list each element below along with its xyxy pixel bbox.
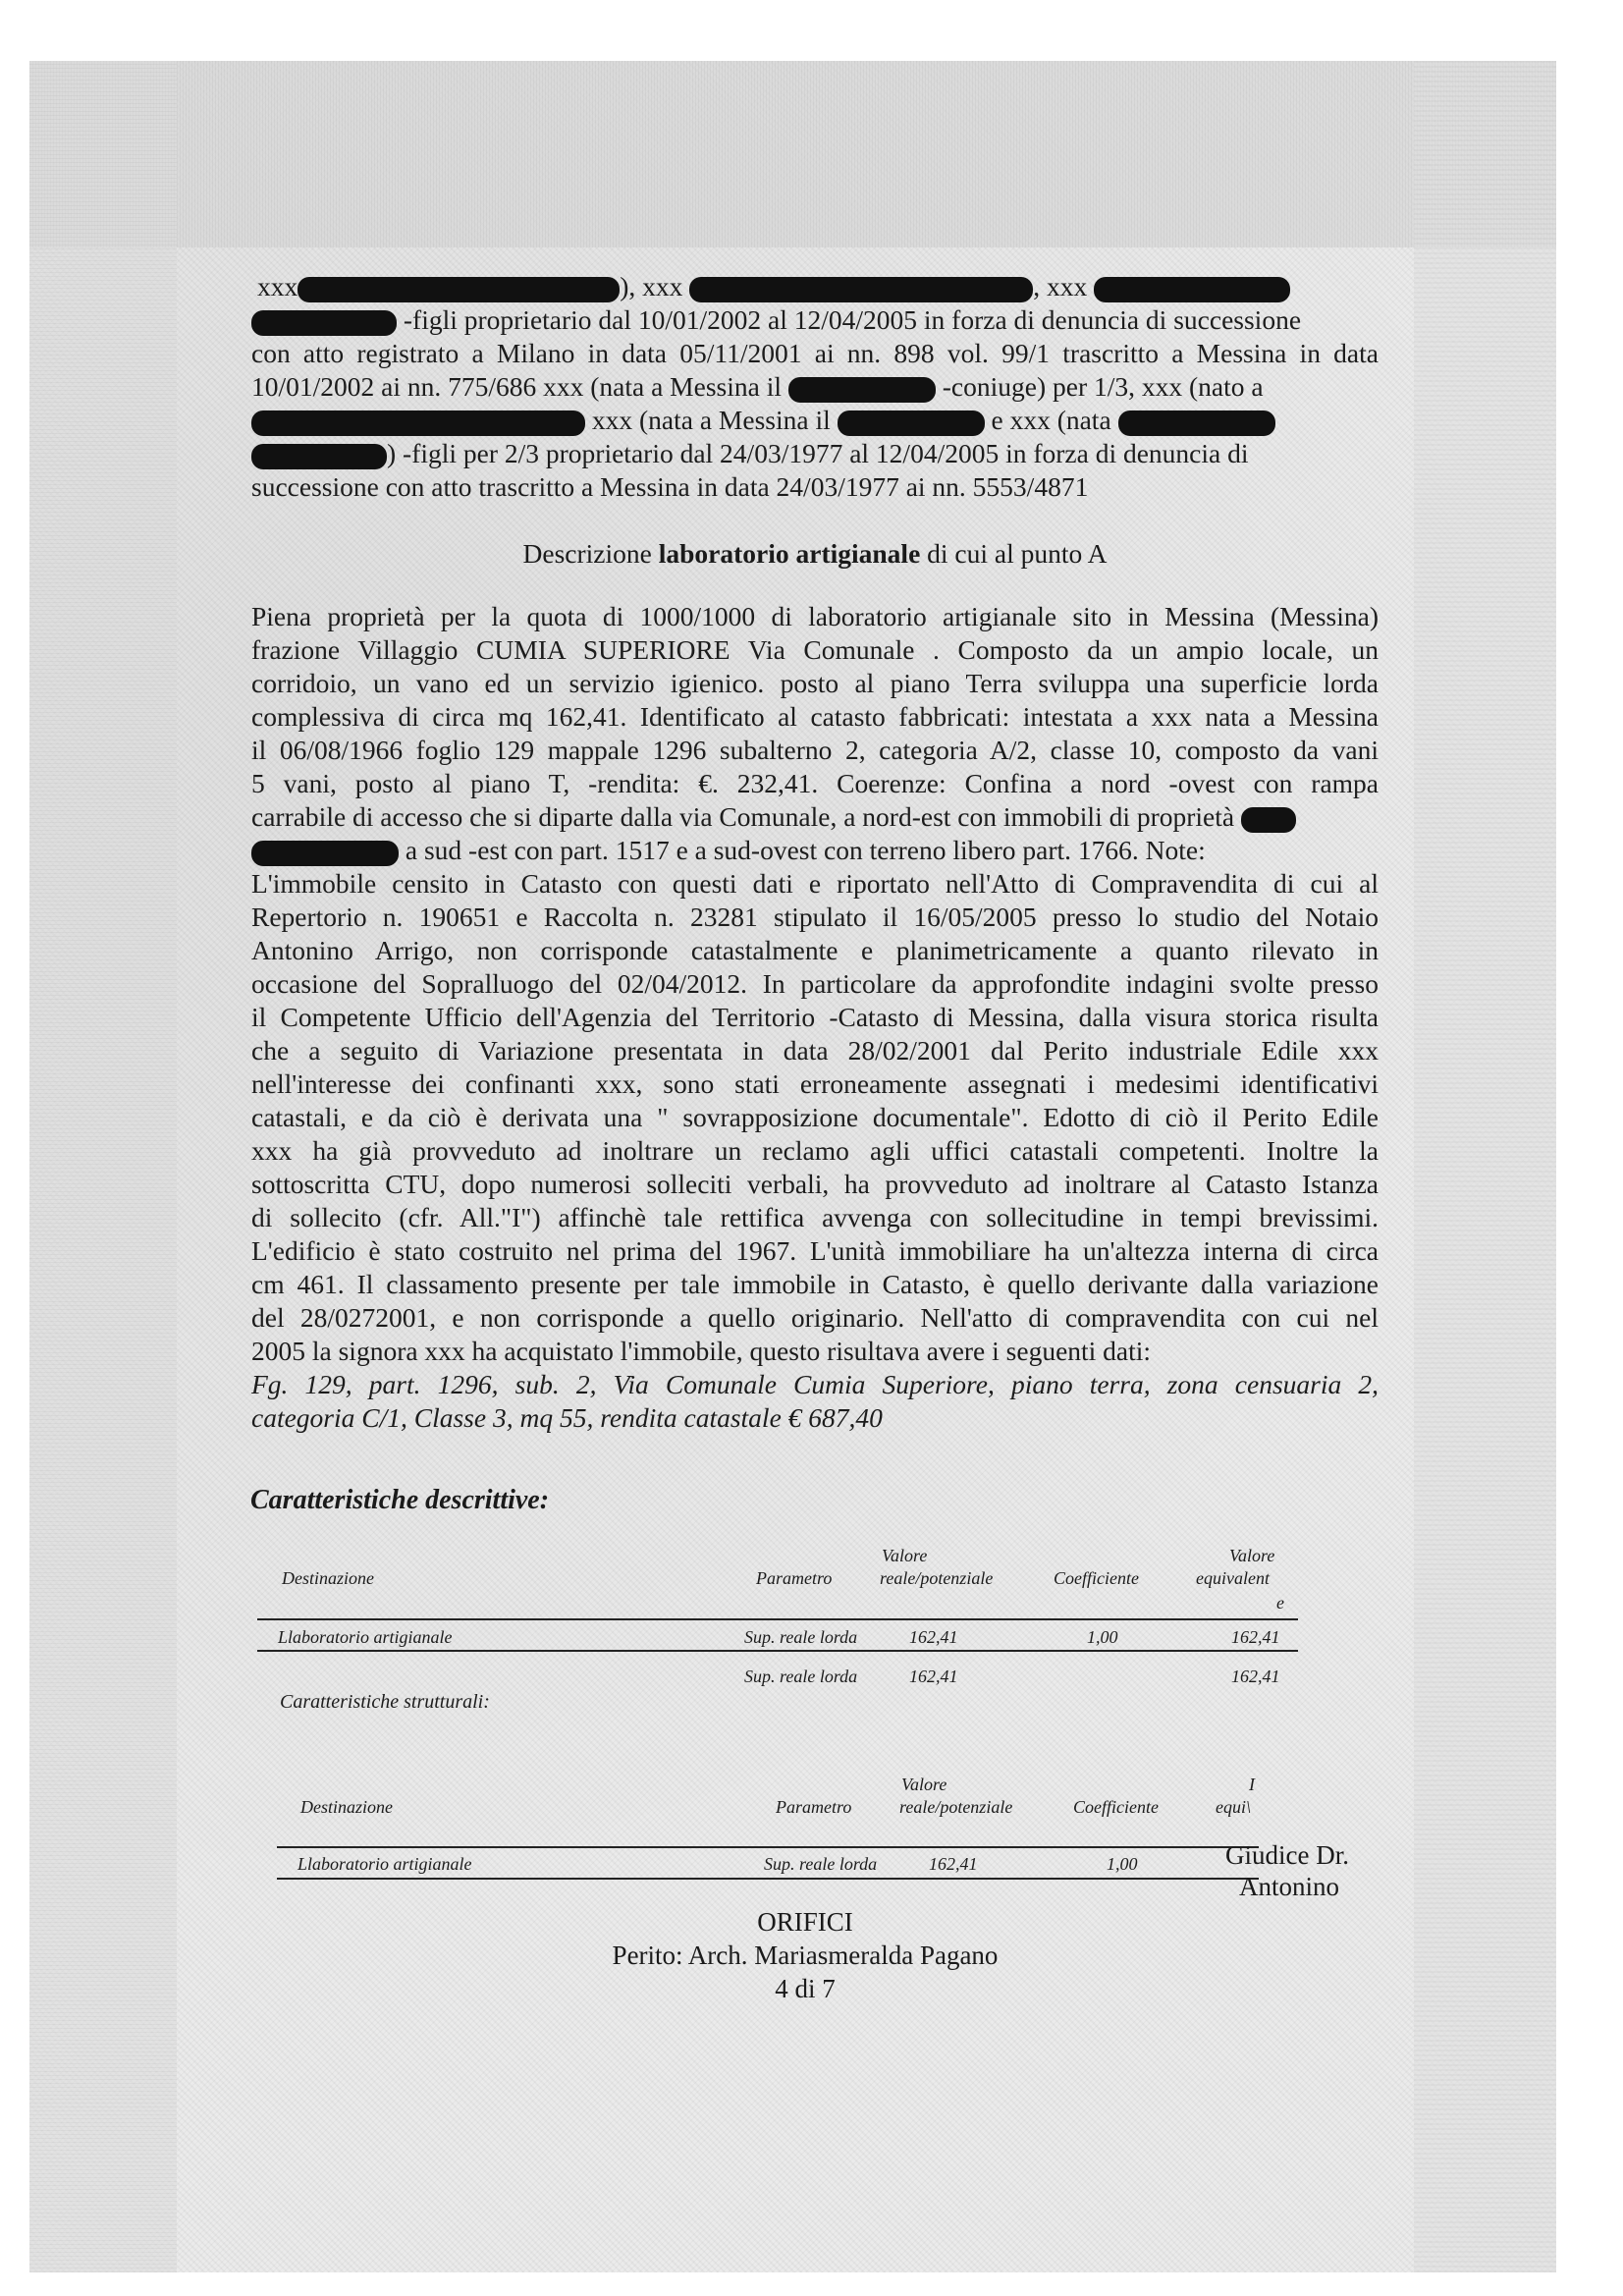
body-line: 5 vani, posto al piano T, -rendita: €. 232,41. Coerenze: Confina a nord -ovest con rampa (251, 768, 1379, 798)
body-line: sottoscritta CTU, dopo numerosi solleciti verbali, ha provveduto ad inoltrare al Catasto Istanza (251, 1169, 1379, 1199)
body-line: xxx ha già provveduto ad inoltrare un reclamo agli uffici catastali competenti. Inoltre la (251, 1135, 1379, 1166)
redaction (251, 310, 397, 336)
table-cell: 162,41 (1231, 1627, 1280, 1647)
table-header: reale/potenziale (880, 1568, 994, 1588)
table-header: Coefficiente (1054, 1568, 1139, 1588)
ownership-line-2: -figli proprietario dal 10/01/2002 al 12/04/2005 in forza di denuncia di successione (251, 304, 1301, 336)
characteristics-title: Caratteristiche descrittive: (250, 1485, 550, 1515)
table-header: Parametro (776, 1797, 852, 1817)
table-rule (277, 1846, 1259, 1848)
body-line: nell'interesse dei confinanti xxx, sono stati erroneamente assegnati i medesimi identificativi (251, 1068, 1379, 1099)
table-rule (277, 1878, 1259, 1880)
body-line: Repertorio n. 190651 e Raccolta n. 23281 stipulato il 16/05/2005 presso lo studio del Notaio (251, 902, 1379, 932)
body-line: il 06/08/1966 foglio 129 mappale 1296 subalterno 2, categoria A/2, classe 10, composto da vani (251, 735, 1379, 765)
redaction (298, 277, 620, 302)
ownership-line-4: 10/01/2002 ai nn. 775/686 xxx (nata a Messina il -coniuge) per 1/3, xxx (nato a (251, 371, 1264, 402)
table-header: equivalent (1196, 1568, 1270, 1588)
table-rule (257, 1618, 1298, 1620)
body-line: L'edificio è stato costruito nel prima del 1967. L'unità immobiliare ha un'altezza interna di circa (251, 1235, 1379, 1266)
body-line: di sollecito (cfr. All."I") affinchè tale rettifica avvenga con sollecitudine in tempi brevissimi. (251, 1202, 1379, 1232)
body-line: occasione del Sopralluogo del 02/04/2012. In particolare da approfondite indagini svolte presso (251, 968, 1379, 999)
table-total: Sup. reale lorda (744, 1667, 858, 1686)
body-line: Antonino Arrigo, non corrisponde catastalmente e planimetricamente a quanto rilevato in (251, 935, 1379, 965)
table-header: Coefficiente (1073, 1797, 1159, 1817)
table-header: Valore (882, 1546, 928, 1565)
table-total: 162,41 (909, 1667, 958, 1686)
table-cell: Sup. reale lorda (744, 1627, 858, 1647)
redaction (838, 410, 985, 436)
table-header: Parametro (756, 1568, 833, 1588)
ownership-line-3: con atto registrato a Milano in data 05/11/2001 ai nn. 898 vol. 99/1 trascritto a Messina in data (251, 338, 1379, 368)
redaction (1118, 410, 1275, 436)
ownership-line-5: xxx (nata a Messina il e xxx (nata (251, 405, 1275, 436)
redaction (251, 410, 585, 436)
scan-noise-top (29, 61, 1556, 247)
body-line: Piena proprietà per la quota di 1000/1000 di laboratorio artigianale sito in Messina (Messina) (251, 601, 1379, 631)
table-cell: 162,41 (929, 1854, 978, 1874)
table-header: reale/potenziale (899, 1797, 1013, 1817)
table-cell: Llaboratorio artigianale (298, 1854, 472, 1874)
body-line: il Competente Ufficio dell'Agenzia del Territorio -Catasto di Messina, dalla visura storica risulta (251, 1002, 1379, 1032)
ownership-line-7: successione con atto trascritto a Messina in data 24/03/1977 ai nn. 5553/4871 (251, 471, 1089, 502)
footer-name: ORIFICI (757, 1907, 853, 1937)
redaction (251, 841, 399, 866)
body-line: cm 461. Il classamento presente per tale immobile in Catasto, è quello derivante dalla variazione (251, 1269, 1379, 1299)
body-line: carrabile di accesso che si diparte dalla via Comunale, a nord-est con immobili di proprietà (251, 801, 1296, 833)
table-cell: 1,00 (1107, 1854, 1138, 1874)
body-line: catastali, e da ciò è derivata una " sovrapposizione documentale". Edotto di ciò il Perito Edile (251, 1102, 1379, 1132)
table-header: e (1276, 1593, 1284, 1613)
table-header: Valore (901, 1775, 947, 1794)
body-line: complessiva di circa mq 162,41. Identificato al catasto fabbricati: intestata a xxx nata a Messina (251, 701, 1379, 732)
body-line: corridoio, un vano ed un servizio igienico. posto al piano Terra sviluppa una superficie lorda (251, 668, 1379, 698)
side-note-line-1: Giudice Dr. (1225, 1840, 1349, 1870)
scan-noise-left (29, 61, 177, 2272)
body-line: del 28/0272001, e non corrisponde a quello originario. Nell'atto di compravendita con cui nel (251, 1302, 1379, 1333)
body-line: a sud -est con part. 1517 e a sud-ovest con terreno libero part. 1766. Note: (251, 835, 1206, 866)
redaction (788, 377, 936, 403)
table-header: Destinazione (282, 1568, 374, 1588)
body-line: che a seguito di Variazione presentata in data 28/02/2001 dal Perito industriale Edile xxx (251, 1035, 1379, 1066)
redaction (1241, 807, 1296, 833)
table-header: Valore (1229, 1546, 1275, 1565)
table-total: 162,41 (1231, 1667, 1280, 1686)
table-cell: 162,41 (909, 1627, 958, 1647)
table-rule (257, 1650, 1298, 1652)
table-header: I (1249, 1775, 1255, 1794)
redaction (251, 444, 387, 469)
body-line: 2005 la signora xxx ha acquistato l'immobile, questo risultava avere i seguenti dati: (251, 1336, 1152, 1366)
footer-expert: Perito: Arch. Mariasmeralda Pagano (612, 1941, 999, 1970)
ownership-line-1: xxx ), xxx , xxx (257, 271, 1290, 302)
body-line: L'immobile censito in Catasto con questi dati e riportato nell'Atto di Compravendita di cui al (251, 868, 1379, 899)
redaction (689, 277, 1033, 302)
table-cell: Sup. reale lorda (764, 1854, 878, 1874)
table-cell: 1,00 (1087, 1627, 1118, 1647)
table-cell: Llaboratorio artigianale (278, 1627, 453, 1647)
table-header: Destinazione (300, 1797, 393, 1817)
structural-title: Caratteristiche strutturali: (280, 1691, 490, 1713)
cadastral-data-line: categoria C/1, Classe 3, mq 55, rendita catastale € 687,40 (251, 1402, 883, 1433)
table-header: equi\ (1216, 1797, 1251, 1817)
section-heading: Descrizione laboratorio artigianale di cui al punto A (522, 538, 1108, 569)
cadastral-data-line: Fg. 129, part. 1296, sub. 2, Via Comunale Cumia Superiore, piano terra, zona censuaria 2, (251, 1369, 1379, 1399)
redaction (1094, 277, 1290, 302)
side-note-line-2: Antonino (1239, 1872, 1340, 1901)
scan-noise-right (1414, 61, 1556, 2272)
footer-page-number: 4 di 7 (775, 1974, 836, 2003)
ownership-line-6: ) -figli per 2/3 proprietario dal 24/03/1977 al 12/04/2005 in forza di denuncia di (251, 438, 1249, 469)
body-line: frazione Villaggio CUMIA SUPERIORE Via Comunale . Composto da un ampio locale, un (251, 634, 1379, 665)
